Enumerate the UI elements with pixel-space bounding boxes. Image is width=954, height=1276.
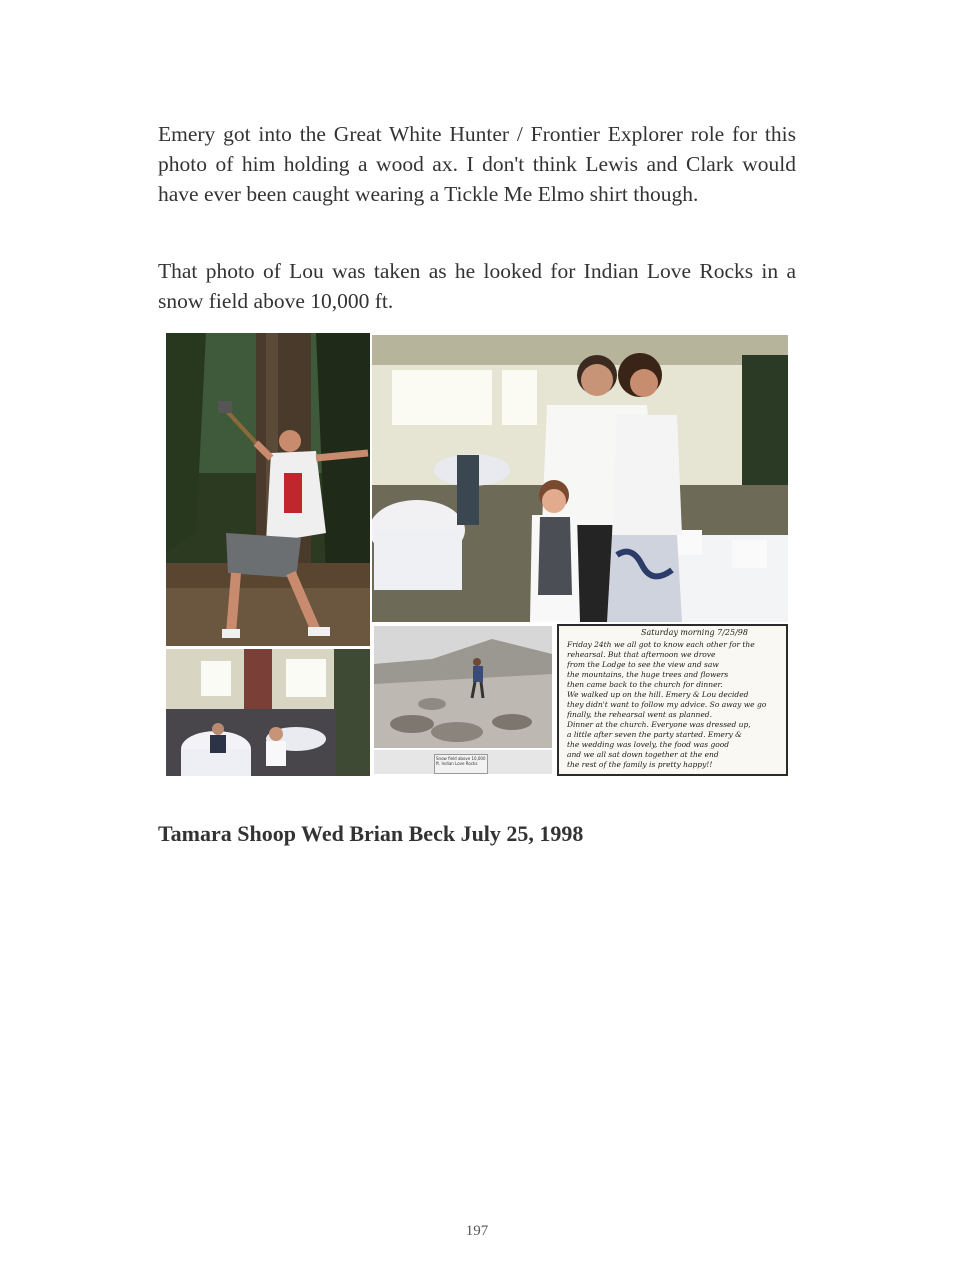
photo-collage: [166, 333, 788, 776]
handwritten-letter-image: Saturday morning 7/25/98 Friday 24th we all got to know each other for the rehearsal. But that afternoon we drove from the Lodge to see the view and saw the mountains, the huge trees and flowers then came back to the church for dinner. We walked up on the hill. Emery & Lou decided they didn't want to follow my advice. So away we go finally, the rehearsal went as planned. Dinner at the church. Everyone was dressed up, a little after seven the party started. Emery & the wedding was lovely, the food was good and we all sat down together at the end the rest of the family is pretty happy!!: [557, 624, 788, 776]
page-number: 197: [465, 1223, 489, 1239]
body-paragraph-ax-photo: Emery got into the Great White Hunter / Frontier Explorer role for this photo of him holding a wood ax. I don't think Lewis and Clark would have ever been caught wearing a Tickle Me Elmo shirt though.: [158, 122, 796, 206]
body-paragraph-snow-photo: That photo of Lou was taken as he looked for Indian Love Rocks in a snow field above 10,000 ft.: [158, 259, 796, 313]
forest-ax-photo: [166, 333, 370, 646]
photo-caption-sticker: Snow field above 10,000 ft. Indian Love Rocks: [434, 754, 488, 774]
reception-hall-photo: [166, 649, 370, 776]
section-caption: Tamara Shoop Wed Brian Beck July 25, 1998: [158, 821, 584, 846]
snow-field-photo: [372, 624, 555, 776]
wedding-couple-photo: [372, 335, 788, 622]
